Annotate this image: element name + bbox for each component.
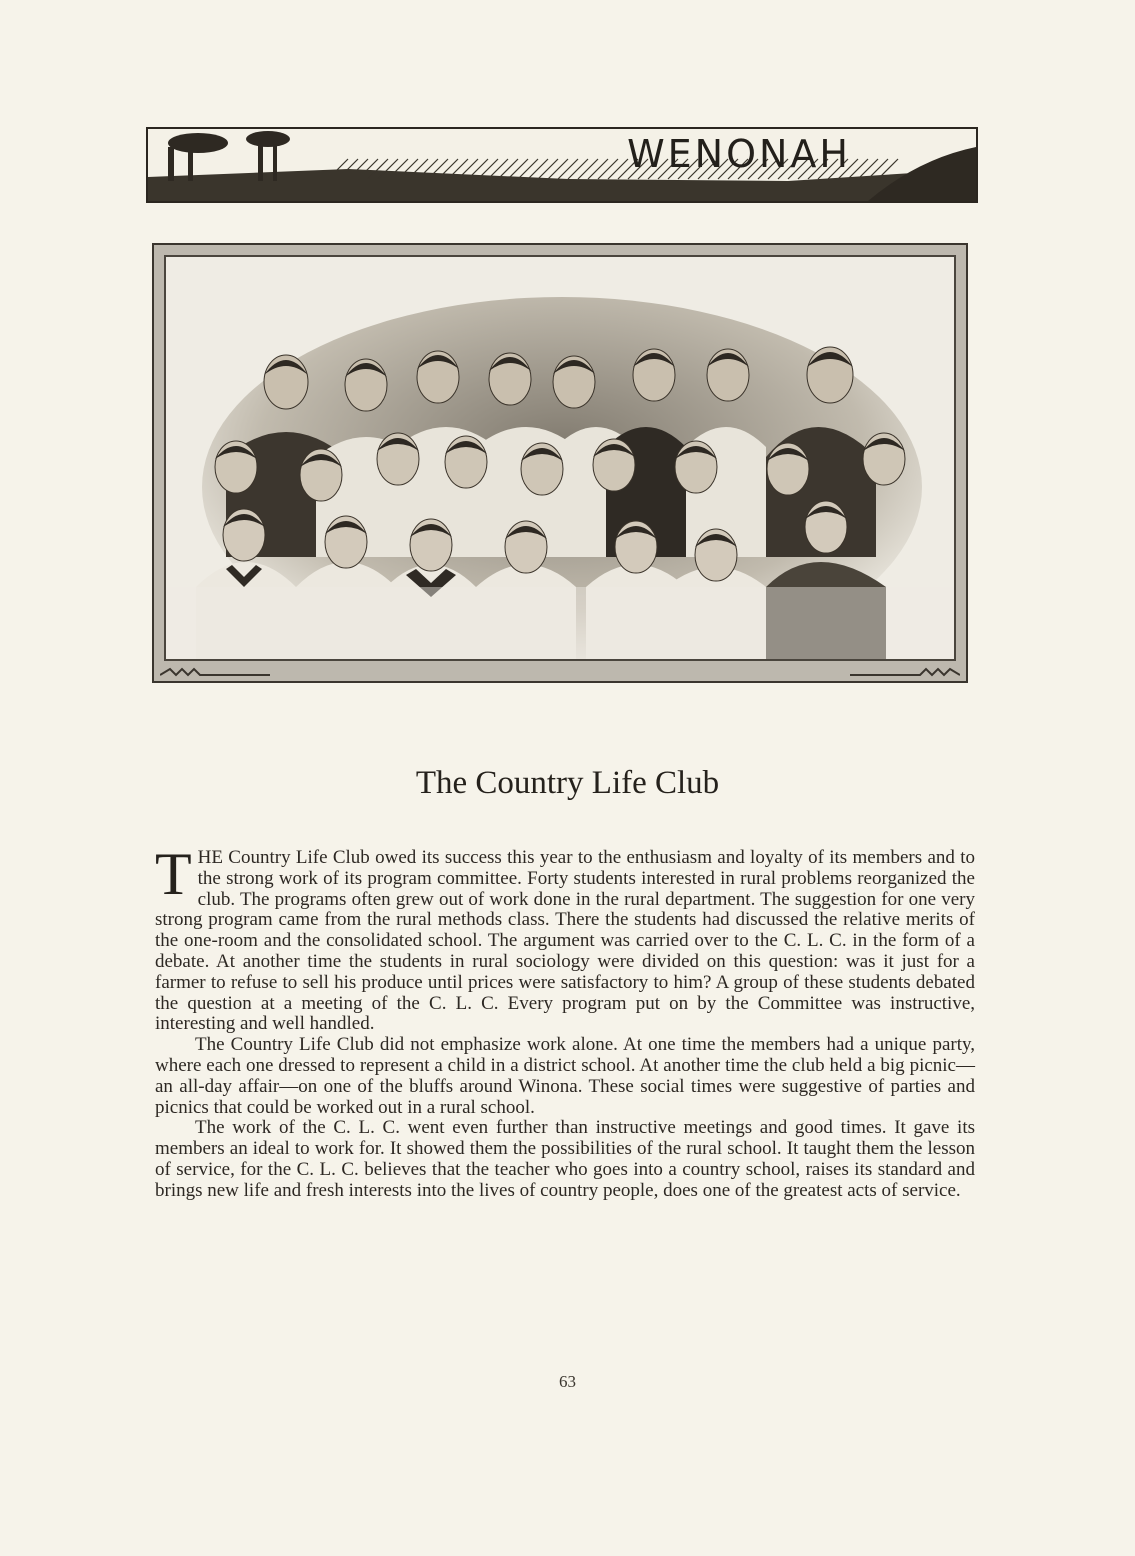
header-title: WENONAH: [627, 132, 851, 176]
header-banner: [146, 127, 978, 203]
paragraph-1: [155, 841, 975, 1035]
landscape-illustration: [148, 129, 976, 201]
paragraph-1-text: HE Country Life Club owed its success this year to the enthusiasm and loyalty of its members and to the strong work of its program committee. Forty students interested in rural problems reorganized the club. The programs often grew out of work done in the rural department. The suggestion for one very strong program came from the rural methods class. There the students had discussed the relative merits of the one-room and the consolidated school. The argument was carried over to the C. L. C. in the form of a debate. At another time the students in rural sociology were divided on this question: was it just for a farmer to refuse to sell his produce until prices were satisfactory to him? A group of these students debated the question at a meeting of the C. L. C. Every program put on by the Committee was instructive, interesting and well handled.: [155, 847, 975, 1035]
photo-area: [164, 255, 956, 661]
drop-cap: T: [155, 841, 192, 907]
article-title: The Country Life Club: [415, 765, 720, 801]
page-number: 63: [559, 1372, 576, 1391]
group-photo: [152, 243, 968, 683]
article-body: [155, 841, 975, 1202]
group-portrait-image: [166, 257, 956, 661]
paragraph-2: The Country Life Club did not emphasize work alone. At one time the members had a unique party, where each one dressed to represent a child in a district school. At another time the club held a big picnic—an all-day affair—on one of the bluffs around Winona. These social times were suggestive of parties and picnics that could be worked out in a rural school.: [155, 1034, 975, 1118]
frame-ornament-right: [850, 665, 960, 679]
paragraph-3: The work of the C. L. C. went even further than instructive meetings and good times. It gave its members an ideal to work for. It showed them the possibilities of the rural school. It taught them the lesson of service, for the C. L. C. believes that the teacher who goes into a country school, raises its standard and brings new life and fresh interests into the lives of country people, does one of the greatest acts of service.: [155, 1117, 975, 1201]
frame-ornament-left: [160, 665, 270, 679]
